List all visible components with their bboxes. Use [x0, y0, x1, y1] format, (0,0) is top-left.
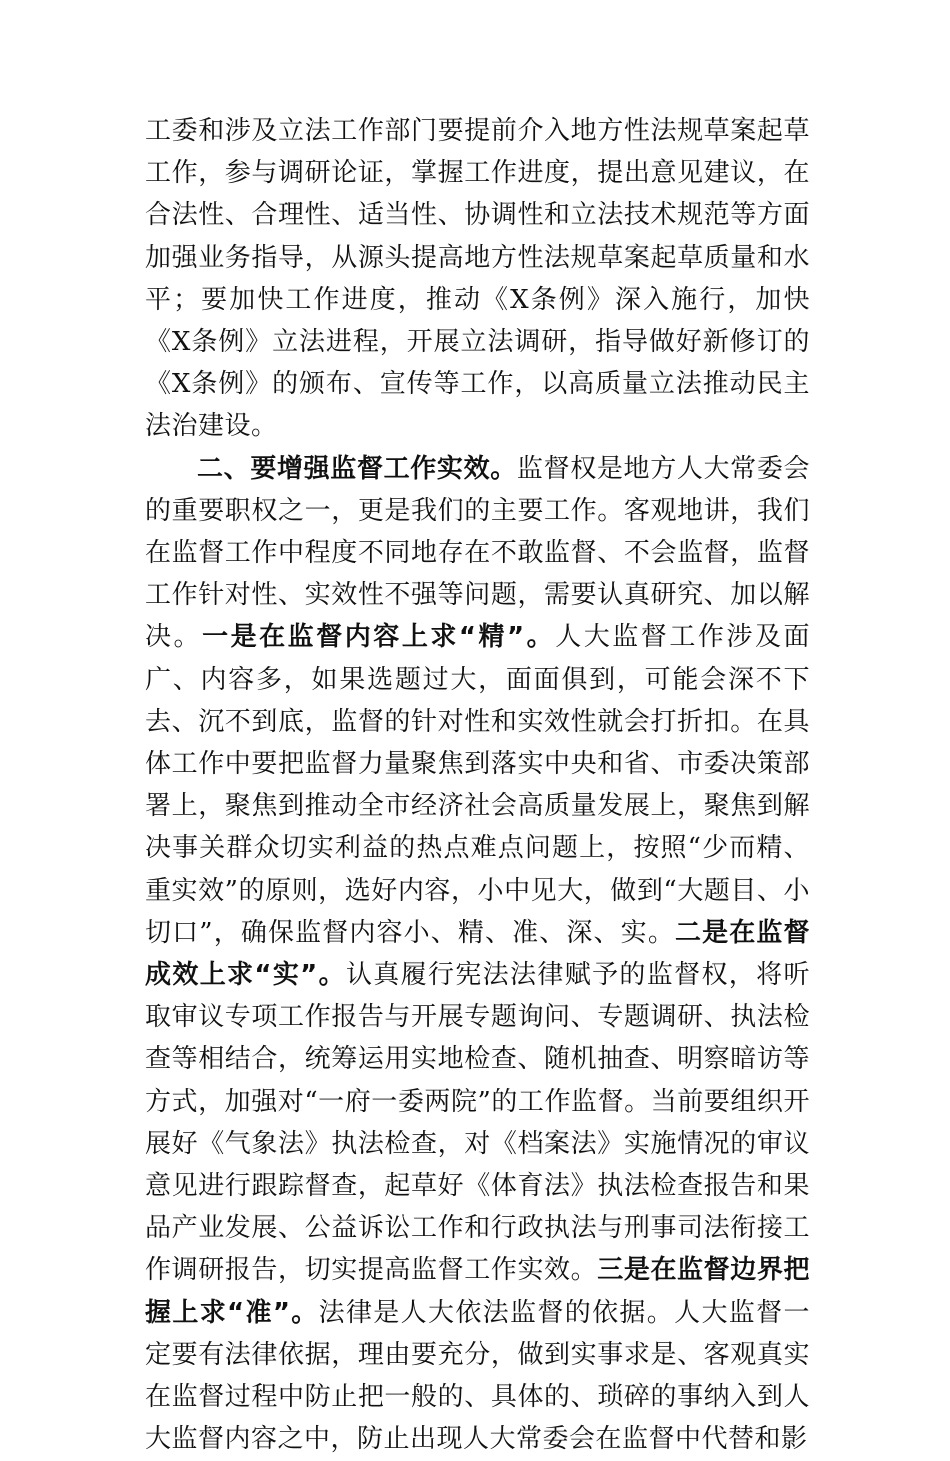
point-heading-1: 一是在监督内容上求“精”。	[202, 622, 556, 653]
document-page	[145, 110, 810, 1461]
paragraph-text: 法律是人大依法监督的依据。人大监督一定要有法律依据，理由要充分，做到实事求是、客观真实在监督过程中防止把一般的、具体的、琐碎的事纳入到人大监督内容之中，防止出现人大常委会在监督中代替和影	[145, 1297, 810, 1455]
paragraph-text: 工委和涉及立法工作部门要提前介入地方性法规草案起草工作，参与调研论证，掌握工作进度，提出意见建议，在合法性、合理性、适当性、协调性和立法技术规范等方面加强业务指导，从源头提高地方性法规草案起草质量和水平；要加快工作进度，推动《X条例》深入施行，加快《X条例》立法进程，开展立法调研，指导做好新修订的《X条例》的颁布、宣传等工作，以高质量立法推动民主法治建设。	[145, 116, 810, 442]
paragraph-supervision	[145, 448, 810, 1461]
point-heading-3: 三是在监督边界把握上求“准”。	[145, 1255, 810, 1328]
section-heading: 二、要增强监督工作实效。	[197, 453, 517, 484]
paragraph-text: 监督权是地方人大常委会的重要职权之一，更是我们的主要工作。客观地讲，我们在监督工作中程度不同地存在不敢监督、不会监督，监督工作针对性、实效性不强等问题，需要认真研究、加以解决。	[145, 453, 810, 653]
point-heading-2: 二是在监督成效上求“实”。	[145, 917, 810, 991]
paragraph-text: 认真履行宪法法律赋予的监督权，将听取审议专项工作报告与开展专题询问、专题调研、执法检查等相结合，统筹运用实地检查、随机抽查、明察暗访等方式，加强对“一府一委两院”的工作监督。当前要组织开展好《气象法》执法检查，对《档案法》实施情况的审议意见进行跟踪督查，起草好《体育法》执法检查报告和果品产业发展、公益诉讼工作和行政执法与刑事司法衔接工作调研报告，切实提高监督工作实效。	[145, 960, 810, 1286]
paragraph-legislation	[145, 110, 810, 448]
paragraph-text: 人大监督工作涉及面广、内容多，如果选题过大，面面俱到，可能会深不下去、沉不到底，监督的针对性和实效性就会打折扣。在具体工作中要把监督力量聚焦到落实中央和省、市委决策部署上，聚焦到推动全市经济社会高质量发展上，聚焦到解决事关群众切实利益的热点难点问题上，按照“少而精、重实效”的原则，选好内容，小中见大，做到“大题目、小切口”，确保监督内容小、精、准、深、实。	[145, 622, 810, 948]
